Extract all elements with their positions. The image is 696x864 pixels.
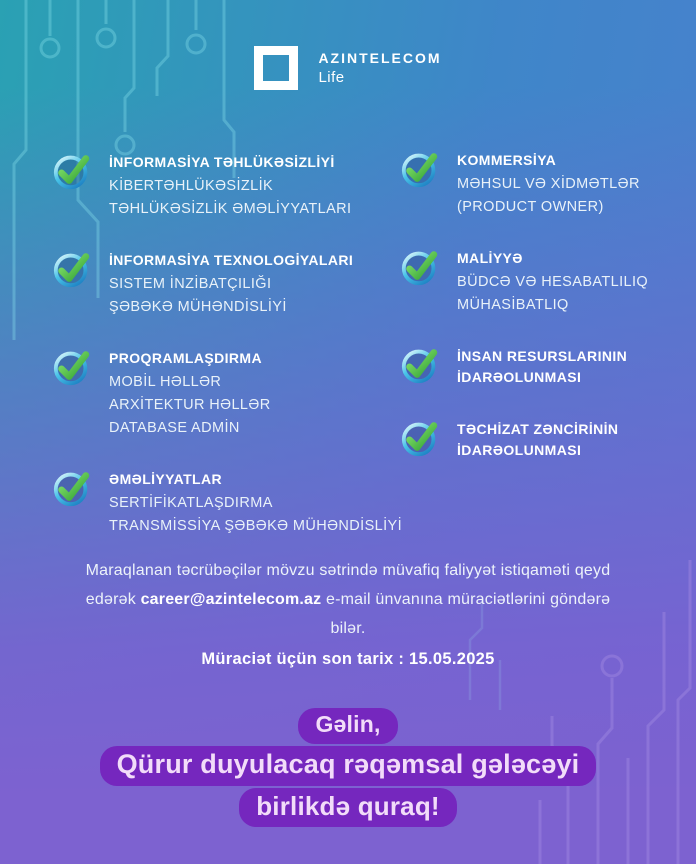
cta-line-2: Qürur duyulacaq rəqəmsal gələcəyi [100,746,597,786]
category-item [52,345,408,440]
logo [0,46,696,90]
category-title: PROQRAMLAŞDIRMA [109,350,262,366]
category-subline: (PRODUCT OWNER) [457,199,604,215]
check-circle-icon [400,343,442,385]
category-item [52,149,408,221]
check-circle-icon [400,416,442,458]
category-item [52,466,408,538]
category-title: TƏCHİZAT ZƏNCİRİNİN İDARƏOLUNMASI [457,421,619,458]
category-subline: MOBİL HƏLLƏR [109,374,222,390]
category-subline: TƏHLÜKƏSİZLİK ƏMƏLİYYATLARI [109,201,352,217]
logo-square-icon [254,46,298,90]
category-title: İNSAN RESURSLARININ İDARƏOLUNMASI [457,348,628,385]
check-circle-icon [52,466,94,508]
check-circle-icon [400,147,442,189]
deadline-text: Müraciət üçün son tarix : 15.05.2025 [201,650,495,668]
category-sublines [457,271,648,317]
logo-name: AZINTELECOM [318,50,442,66]
cta-line-1: Gəlin, [298,708,397,744]
category-title: İNFORMASİYA TƏHLÜKƏSİZLİYİ [109,154,335,170]
category-item [400,245,650,317]
category-item [52,247,408,319]
check-circle-icon [52,247,94,289]
category-sublines [109,273,353,319]
category-subline: ARXİTEKTUR HƏLLƏR [109,397,271,413]
category-subline: MƏHSUL VƏ XİDMƏTLƏR [457,176,640,192]
category-column-left [52,149,408,538]
category-subline: SISTEM İNZİBATÇILIĞI [109,276,272,292]
apply-text-before: Maraqlanan təcrübəçilər mövzu sətrində müvafiq faliyyət istiqaməti qeyd edərək [85,562,611,608]
category-sublines [109,492,402,538]
cta-block [0,708,696,827]
category-subline: KİBERTƏHLÜKƏSİZLİK [109,178,274,194]
check-circle-icon [400,245,442,287]
apply-text-after: e-mail ünvanına müraciətlərini göndərə bilər. [321,591,611,637]
category-item [400,147,650,219]
category-subline: ŞƏBƏKƏ MÜHƏNDİSLİYİ [109,299,287,315]
category-sublines [109,175,351,221]
category-subline: TRANSMİSSİYA ŞƏBƏKƏ MÜHƏNDİSLİYİ [109,518,403,534]
category-column-right [400,147,650,463]
category-subline: DATABASE ADMİN [109,420,240,436]
category-sublines [109,371,271,440]
category-item [400,416,650,463]
category-subline: MÜHASİBATLIQ [457,297,569,313]
cta-line-3: birlikdə quraq! [239,788,457,827]
category-title: ƏMƏLİYYATLAR [109,471,223,487]
category-item [400,343,650,390]
check-circle-icon [52,345,94,387]
logo-tagline: Life [318,69,345,86]
category-title: İNFORMASİYA TEXNOLOGİYALARI [109,252,354,268]
category-subline: SERTİFİKATLAŞDIRMA [109,495,273,511]
category-title: KOMMERSİYA [457,152,557,168]
category-sublines [457,173,640,219]
email-link[interactable]: career@azintelecom.az [140,591,322,608]
category-subline: BÜDCƏ VƏ HESABATLILIQ [457,274,649,290]
check-circle-icon [52,149,94,191]
apply-instructions [68,556,628,643]
category-title: MALİYYƏ [457,250,523,266]
